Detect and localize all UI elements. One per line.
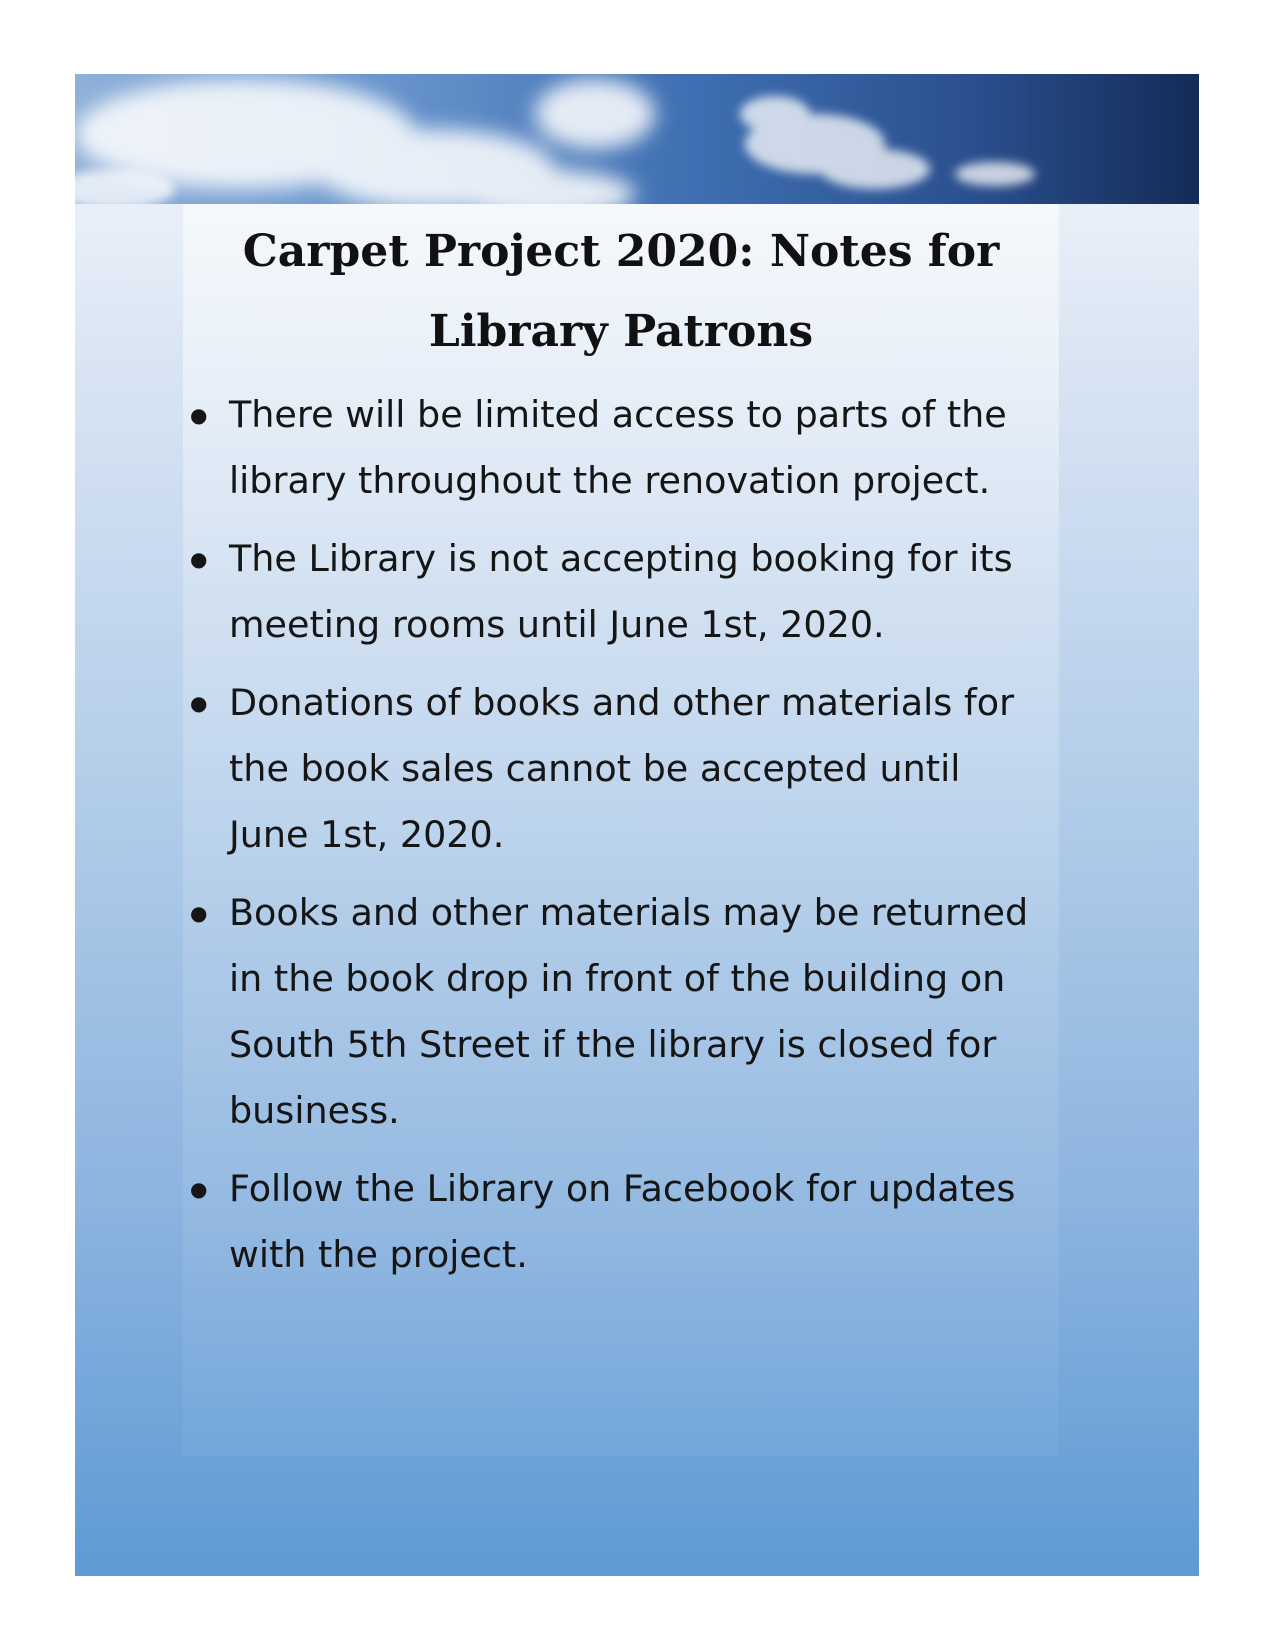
note-text: There will be limited access to parts of the library throughout the renovation project. <box>229 393 1007 502</box>
sky-banner-image <box>75 74 1199 204</box>
list-item <box>183 526 1049 658</box>
note-text: Donations of books and other materials for the book sales cannot be accepted until June 1st, 2020. <box>229 681 1015 856</box>
notes-panel <box>183 204 1059 1456</box>
bullet-icon: ● <box>190 691 208 715</box>
list-item <box>183 1156 1049 1288</box>
sky-clouds-graphic <box>75 74 1199 204</box>
list-item <box>183 670 1049 868</box>
note-text: Follow the Library on Facebook for updates with the project. <box>229 1167 1016 1276</box>
notes-list <box>183 382 1059 1288</box>
notice-poster <box>75 74 1199 1576</box>
note-text: Books and other materials may be returned in the book drop in front of the building on South 5th Street if the library is closed for business. <box>229 891 1029 1132</box>
note-text: The Library is not accepting booking for its meeting rooms until June 1st, 2020. <box>229 537 1013 646</box>
list-item <box>183 880 1049 1144</box>
bullet-icon: ● <box>190 547 208 571</box>
bullet-icon: ● <box>190 901 208 925</box>
bullet-icon: ● <box>190 403 208 427</box>
poster-title: Carpet Project 2020: Notes for Library Patrons <box>242 226 1000 357</box>
bullet-icon: ● <box>190 1177 208 1201</box>
list-item <box>183 382 1049 514</box>
